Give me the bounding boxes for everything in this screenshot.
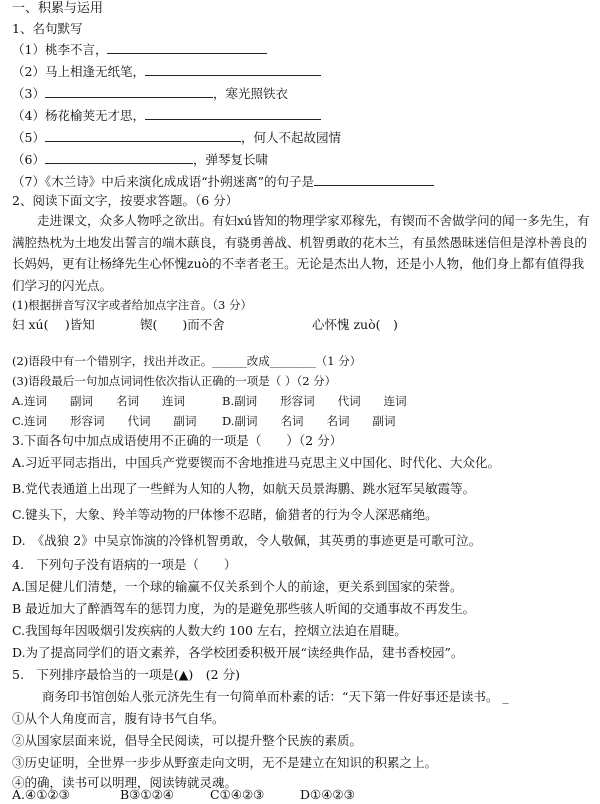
section-title: 一、积累与运用 (12, 1, 104, 16)
answer-blank[interactable] (107, 40, 267, 54)
item-number: （4） (12, 108, 45, 123)
q3-option-a: A.习近平同志指出，中国兵产党要锲而不舍地推进马克思主义中国化、时代化、大众化。 (12, 455, 501, 470)
q1-item-2 (12, 62, 321, 81)
item-text: ，弹琴复长啸 (192, 152, 268, 167)
q2-sub3-option-b: B.副词 形容词 代词 连词 (222, 394, 407, 408)
item-number: （3） (12, 86, 45, 101)
q4-option-d: D.为了提高同学们的语文素养，各学校团委积极开展“读经典作品，建书香校园”。 (12, 645, 464, 660)
q3-option-d: D. 《战狼 2》中吴京饰演的冷锋机智勇敢，令人敬佩，其英勇的事迹更是可歌可泣。 (12, 533, 482, 548)
item-number: （7） (12, 174, 45, 189)
q3-option-b: B.党代表通道上出现了一些鲜为人知的人物，如航天员景海鹏、跳水冠军吴敏霞等。 (12, 481, 476, 496)
item-number: （5） (12, 130, 45, 145)
item-text: 杨花榆荚无才思， (44, 108, 145, 123)
q2-sub1-item-2: 锲( )而不舍 (140, 317, 225, 332)
q2-sub1-item-3: 心怀愧 zuò( ) (312, 317, 398, 332)
q5-option-d: D①④②③ (300, 787, 355, 802)
q5-option-c: C①④②③ (210, 787, 265, 802)
q2-passage: 走进课文，众多人物呼之欲出。有妇xú皆知的物理学家邓稼先，有锲而不舍做学问的闻一多先生，有满腔热枕为土地发出誓言的端木蕻良，有骁勇善战、机智勇敢的花木兰，有虽然愚昧迷信但是淳朴善良的长妈妈，更有让杨绛先生心怀愧zuò的不幸者老王。无论是杰出人物，还是小人物，他们身上都有值得我们学习的闪光点。 (12, 213, 590, 293)
item-text: 马上相逢无纸笔， (44, 64, 145, 79)
q2-sub2: (2)语段中有一个错别字，找出并改正。______改成________（1 分） (12, 354, 362, 368)
item-text: ，何人不起故园情 (240, 130, 341, 145)
q1-item-6 (12, 150, 268, 169)
q2-title: 2、阅读下面文字，按要求答题。（6 分） (12, 193, 239, 208)
q2-sub3-option-c: C.连词 形容词 代词 副词 (12, 414, 197, 428)
q4-option-a: A.国足健儿们清楚，一个球的输赢不仅关系到个人的前途，更关系到国家的荣誉。 (12, 579, 463, 594)
q1-item-4 (12, 106, 321, 125)
answer-blank[interactable] (45, 128, 241, 142)
q2-sub3-option-d: D.副词 名词 名词 副词 (222, 414, 396, 428)
answer-blank[interactable] (45, 150, 193, 164)
q5-sentence-4: ④的确，读书可以明理，阅读铸就灵魂。 (12, 775, 238, 790)
item-text: 《木兰诗》中后来演化成成语“扑朔迷离”的句子是 (44, 174, 314, 189)
q1-item-3 (12, 84, 288, 103)
q1-item-7 (12, 172, 434, 191)
q5-sentence-3: ③历史证明，全世界一步步从野蛮走向文明，无不是建立在知识的积累之上。 (12, 755, 438, 770)
item-number: （2） (12, 64, 45, 79)
q5-option-b: B③①②④ (120, 787, 175, 802)
q5-intro: 商务印书馆创始人张元济先生有一句简单而朴素的话：“天下第一件好事还是读书。 _ (42, 689, 509, 704)
answer-blank[interactable] (145, 62, 321, 76)
item-text: 桃李不言， (44, 42, 108, 57)
answer-blank[interactable] (314, 172, 434, 186)
q3-option-c: C.键头下，大象、羚羊等动物的尸体惨不忍睹，偷猎者的行为令人深恶痛绝。 (12, 507, 438, 522)
item-text: ，寒光照铁衣 (212, 86, 288, 101)
item-number: （6） (12, 152, 45, 167)
q1-title: 1、名句默写 (12, 21, 83, 36)
q1-item-5 (12, 128, 341, 147)
answer-blank[interactable] (45, 84, 213, 98)
q2-sub1-item-1: 妇 xú( )皆知 (12, 317, 95, 332)
answer-blank[interactable] (145, 106, 321, 120)
q1-item-1 (12, 40, 267, 59)
q5-option-a: A.④①②③ (12, 787, 70, 802)
q4-option-b: B 最近加大了醉酒驾车的惩罚力度，为的是避免那些骇人听闻的交通事故不再发生。 (12, 601, 476, 616)
q3-title: 3.下面各句中加点成语使用不正确的一项是（ ）（2 分） (12, 433, 343, 448)
q5-sentence-2: ②从国家层面来说，倡导全民阅读，可以提升整个民族的素质。 (12, 733, 363, 748)
q2-sub3: (3)语段最后一句加点词词性依次指认正确的一项是（ ）（2 分） (12, 374, 337, 388)
q5-sentence-1: ①从个人角度而言，腹有诗书气自华。 (12, 711, 225, 726)
q4-title: 4. 下列句子没有语病的一项是（ ） (12, 557, 237, 572)
q2-sub1: (1)根据拼音写汉字或者给加点字注音。（3 分） (12, 298, 253, 312)
q4-option-c: C.我国每年因吸烟引发疾病的人数大约 100 左右，控烟立法迫在眉睫。 (12, 623, 407, 638)
item-number: （1） (12, 42, 45, 57)
q5-title: 5. 下列排序最恰当的一项是(▲) (2 分) (12, 667, 240, 682)
q2-sub3-option-a: A.连词 副词 名词 连词 (12, 394, 185, 408)
